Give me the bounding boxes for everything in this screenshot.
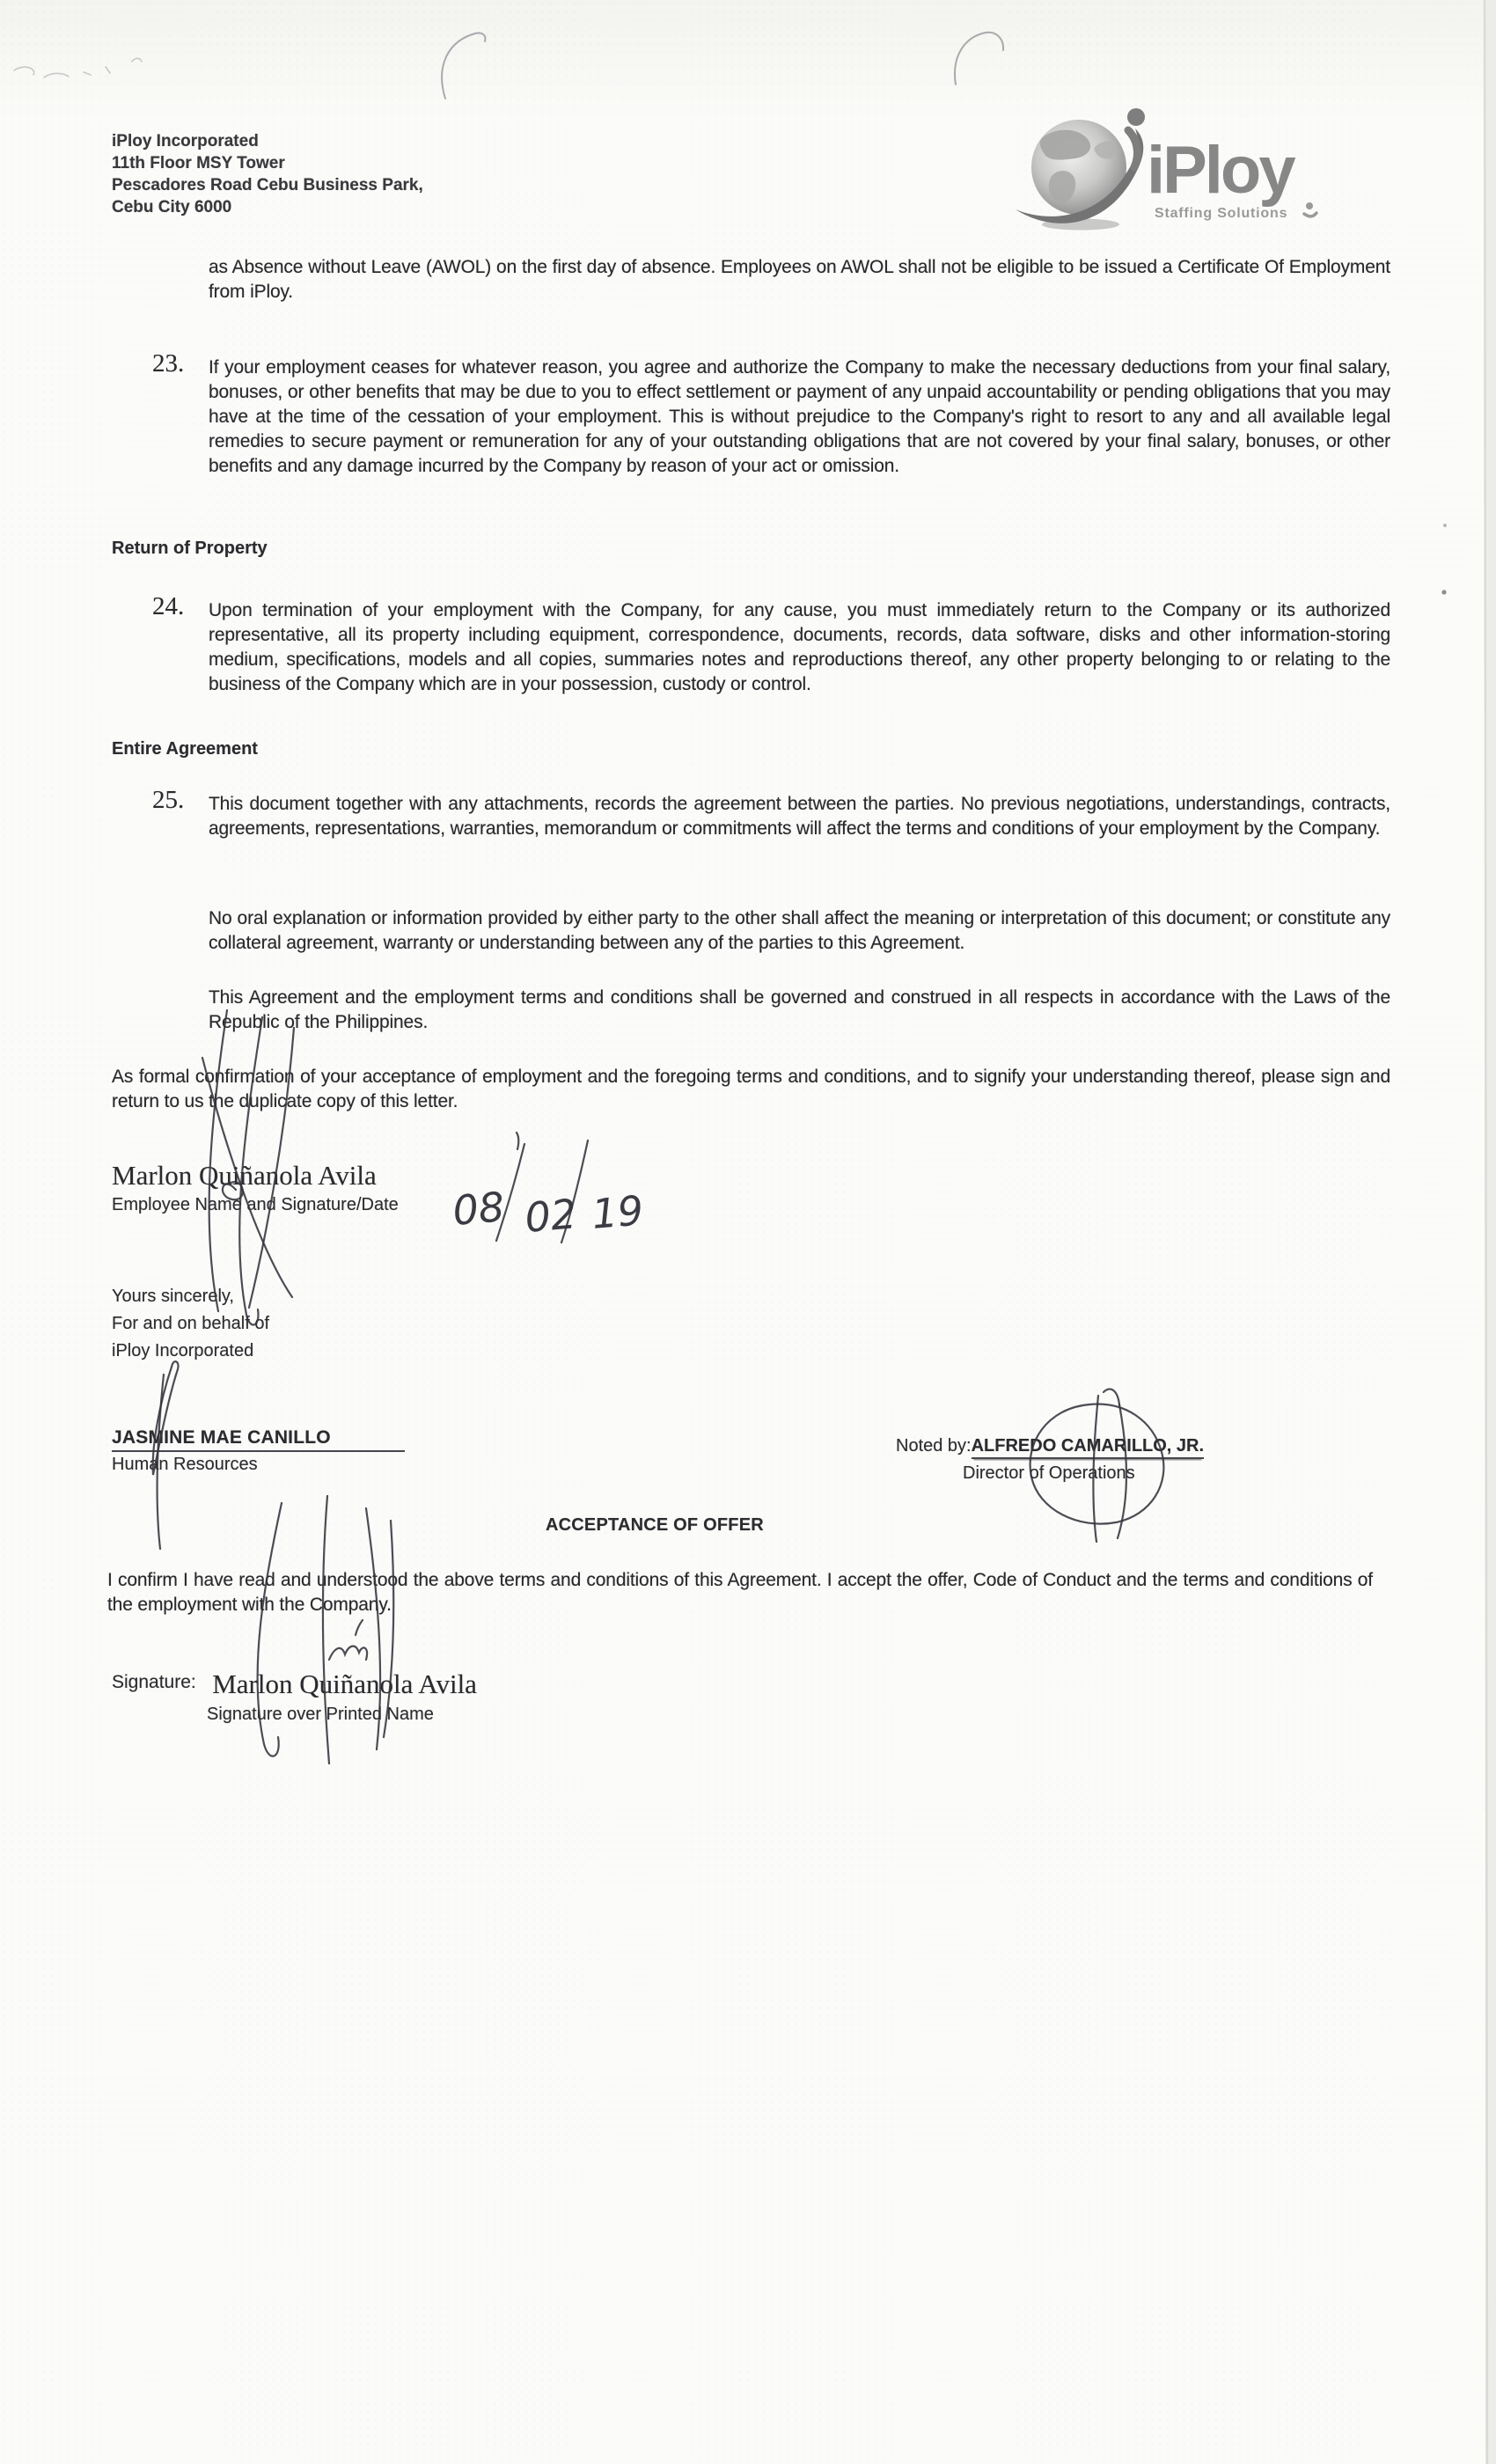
heading-entire-agreement: Entire Agreement — [112, 739, 258, 759]
letterhead-line: iPloy Incorporated — [112, 132, 259, 150]
employee-printed-name: Marlon Quiñanola Avila — [112, 1160, 377, 1191]
acceptance-printed-name: Marlon Quiñanola Avila — [212, 1668, 477, 1699]
heading-return-of-property: Return of Property — [112, 539, 268, 558]
clause-24 — [152, 592, 1390, 697]
date-year: 19 — [590, 1186, 646, 1238]
clause-number: 24. — [152, 592, 185, 620]
noted-by-block — [896, 1436, 1204, 1484]
acceptance-signature-row — [112, 1668, 477, 1725]
hr-title: Human Resources — [112, 1455, 258, 1474]
paragraph-governing-law: This Agreement and the employment terms and conditions shall be governed and construed in all respects in accordance with the Laws of the Republic of the Philippines. — [209, 987, 1390, 1032]
letterhead-line: 11th Floor MSY Tower — [112, 154, 285, 172]
employee-signature-label: Employee Name and Signature/Date — [112, 1195, 399, 1214]
globe-icon — [1016, 108, 1145, 231]
logo-brand-text: iPloy — [1147, 133, 1294, 208]
clause-number: 25. — [152, 786, 185, 814]
date-day: 02 — [523, 1190, 579, 1242]
clause-23 — [152, 349, 1390, 479]
hr-name: JASMINE MAE CANILLO — [112, 1427, 405, 1452]
closing-line: iPloy Incorporated — [112, 1341, 254, 1360]
paragraph-no-oral: No oral explanation or information provided by either party to the other shall affect the meaning or interpretation of this document; or constitute any collateral agreement, warranty or understanding between any of the parties to this Agreement. — [209, 908, 1390, 953]
paragraph-awol-continuation: as Absence without Leave (AWOL) on the first day of absence. Employees on AWOL shall not be eligible to be issued a Certificate Of Employment from iPloy. — [209, 257, 1390, 302]
letterhead-line: Pescadores Road Cebu Business Park, — [112, 176, 423, 194]
clause-number: 23. — [152, 349, 185, 378]
closing-line: For and on behalf of — [112, 1314, 270, 1333]
clause-25 — [152, 786, 1390, 841]
closing-block — [112, 1283, 269, 1365]
letterhead-line: Cebu City 6000 — [112, 198, 232, 216]
paragraph-acceptance: I confirm I have read and understood the above terms and conditions of this Agreement. I accept the offer, Code of Conduct and the terms and conditions of the employment with the Company. — [107, 1570, 1373, 1615]
logo-tagline-text: Staffing Solutions — [1155, 206, 1288, 221]
noted-by-label: Noted by: — [896, 1436, 972, 1456]
clause-text: If your employment ceases for whatever reason, you agree and authorize the Company to make the necessary deductions from your final salary, bonuses, or other benefits that may be due to you to effect settlement or payment of any unpaid accountability or pending obligations that you may have at the time of the cessation of your employment. This is without prejudice to the Company's right to resort to any and all available legal remedies to secure payment or remuneration for any of your outstanding obligations that are not covered by your final salary, bonuses, or other benefits and any damage incurred by the Company by reason of your act or omission. — [209, 357, 1390, 476]
clause-text: Upon termination of your employment with the Company, for any cause, you must immediately return to the Company or its authorized representative, all its property including equipment, correspondence, documents, records, data software, disks and other information-storing medium, specifications, models and all copies, summaries notes and reproductions thereof, any other property belonging to or relating to the business of the Company which are in your possession, custody or control. — [209, 600, 1390, 694]
signature-label: Signature: — [112, 1672, 196, 1692]
iploy-logo — [1003, 102, 1355, 236]
clause-text: This document together with any attachments, records the agreement between the parties. No previous negotiations, understandings, contracts, agreements, representations, warranties, memorandum or commitments will affect the terms and conditions of your employment by the Company. — [209, 794, 1390, 839]
heading-acceptance-of-offer: ACCEPTANCE OF OFFER — [546, 1515, 764, 1535]
closing-line: Yours sincerely, — [112, 1287, 234, 1306]
signature-caption: Signature over Printed Name — [207, 1705, 434, 1724]
hr-signatory-block — [112, 1427, 405, 1475]
noted-by-name: ALFREDO CAMARILLO, JR. — [972, 1436, 1204, 1459]
date-month: 08 — [451, 1183, 507, 1235]
logo-tagline-figure-icon — [1304, 202, 1316, 216]
handwritten-date — [451, 1133, 645, 1243]
noted-by-title: Director of Operations — [963, 1463, 1135, 1483]
paragraph-confirmation: As formal confirmation of your acceptance of employment and the foregoing terms and conditions, and to signify your understanding thereof, please sign and return to us the duplicate copy of this letter. — [112, 1067, 1390, 1111]
letterhead-address — [112, 130, 423, 218]
